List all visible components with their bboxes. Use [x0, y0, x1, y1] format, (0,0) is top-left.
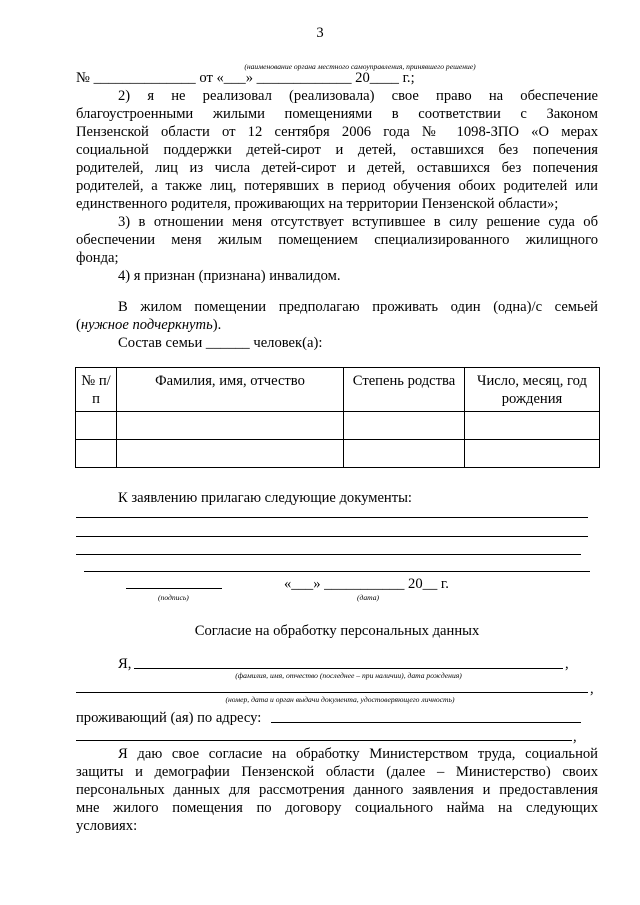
text-line: персональных данных для рассмотрения данного заявления и предоставления: [76, 782, 598, 798]
text-line: мне жилого помещения по договору социального найма на следующих: [76, 800, 598, 816]
table-cell[interactable]: [465, 440, 600, 468]
table-row: [76, 440, 600, 468]
text-line: 2) я не реализовал (реализовала) свое право на обеспечение: [118, 88, 598, 104]
table-header-row: [76, 368, 600, 412]
comma: ,: [565, 656, 569, 672]
item-4-paragraph: 4) я признан (признана) инвалидом.: [118, 268, 341, 284]
date-caption: (дата): [357, 593, 380, 602]
text-line: родителей, а также лиц, потерявших в период обучения обоих родителей или: [76, 178, 598, 194]
address-label: проживающий (ая) по адресу:: [76, 710, 262, 726]
residence-line: В жилом помещении предполагаю проживать один (одна)/с семьей: [118, 299, 598, 315]
consent-i-label: Я,: [118, 656, 132, 672]
col-header-birthdate: Число, месяц, год рождения: [465, 368, 600, 412]
signature-date: «___» ___________ 20__ г.: [284, 576, 449, 592]
documents-heading: К заявлению прилагаю следующие документы:: [118, 490, 412, 506]
table-cell[interactable]: [117, 412, 344, 440]
address-line[interactable]: [271, 722, 581, 723]
family-table: [75, 367, 600, 468]
text-line: Я даю свое согласие на обработку Министерством труда, социальной: [118, 746, 598, 762]
col-header-relation: Степень родства: [344, 368, 465, 412]
table-cell[interactable]: [76, 440, 117, 468]
document-caption: (номер, дата и орган выдачи документа, удостоверяющего личность): [225, 695, 455, 704]
decision-number-date-line: № ______________ от «___» _____________ 20____ г.;: [76, 70, 415, 86]
underline-note-text: нужное подчеркнуть: [80, 317, 213, 333]
table-cell[interactable]: [344, 412, 465, 440]
table-row: [76, 412, 600, 440]
signature-caption: (подпись): [158, 593, 189, 602]
documents-line[interactable]: [76, 536, 588, 537]
authority-caption: (наименование органа местного самоуправления, принявшего решение): [244, 62, 476, 71]
comma: ,: [590, 681, 594, 697]
table-cell[interactable]: [76, 412, 117, 440]
text-line: Пензенской области от 12 сентября 2006 года № 1098-ЗПО «О мерах: [76, 124, 598, 140]
table-cell[interactable]: [344, 440, 465, 468]
documents-line[interactable]: [84, 571, 590, 572]
name-line[interactable]: [134, 668, 563, 669]
comma: ,: [573, 729, 577, 745]
text-line: обеспечении меня жилым помещением специализированного жилищного: [76, 232, 598, 248]
col-header-number: № п/п: [76, 368, 117, 412]
table-cell[interactable]: [465, 412, 600, 440]
text-line: защиты и демографии Пензенской области (далее – Министерство) своих: [76, 764, 598, 780]
text-line: родителей, лиц из числа детей-сирот и детей, оставшихся без попечения: [76, 160, 598, 176]
documents-line[interactable]: [76, 554, 581, 555]
address-line-2[interactable]: [76, 740, 572, 741]
page-number: 3: [316, 25, 324, 41]
text-line: благоустроенными жилыми помещениями в соответствии с Законом: [76, 106, 598, 122]
text-line: 3) в отношении меня отсутствует вступившее в силу решение суда об: [118, 214, 598, 230]
col-header-name: Фамилия, имя, отчество: [117, 368, 344, 412]
underline-note: (нужное подчеркнуть).: [76, 317, 222, 333]
name-caption: (фамилия, имя, отчество (последнее – при наличии), дата рождения): [235, 671, 462, 680]
document-line[interactable]: [76, 692, 588, 693]
table-cell[interactable]: [117, 440, 344, 468]
documents-line[interactable]: [76, 517, 588, 518]
text-line: социальной поддержки детей-сирот и детей, оставшихся без попечения: [76, 142, 598, 158]
signature-line[interactable]: [126, 588, 222, 589]
text-line: единственного родителя, проживающих на территории Пензенской области»;: [76, 196, 559, 212]
consent-title: Согласие на обработку персональных данных: [194, 623, 480, 639]
text-line: условиях:: [76, 818, 138, 834]
text-line: фонда;: [76, 250, 119, 266]
family-count-line: Состав семьи ______ человек(а):: [118, 335, 323, 351]
